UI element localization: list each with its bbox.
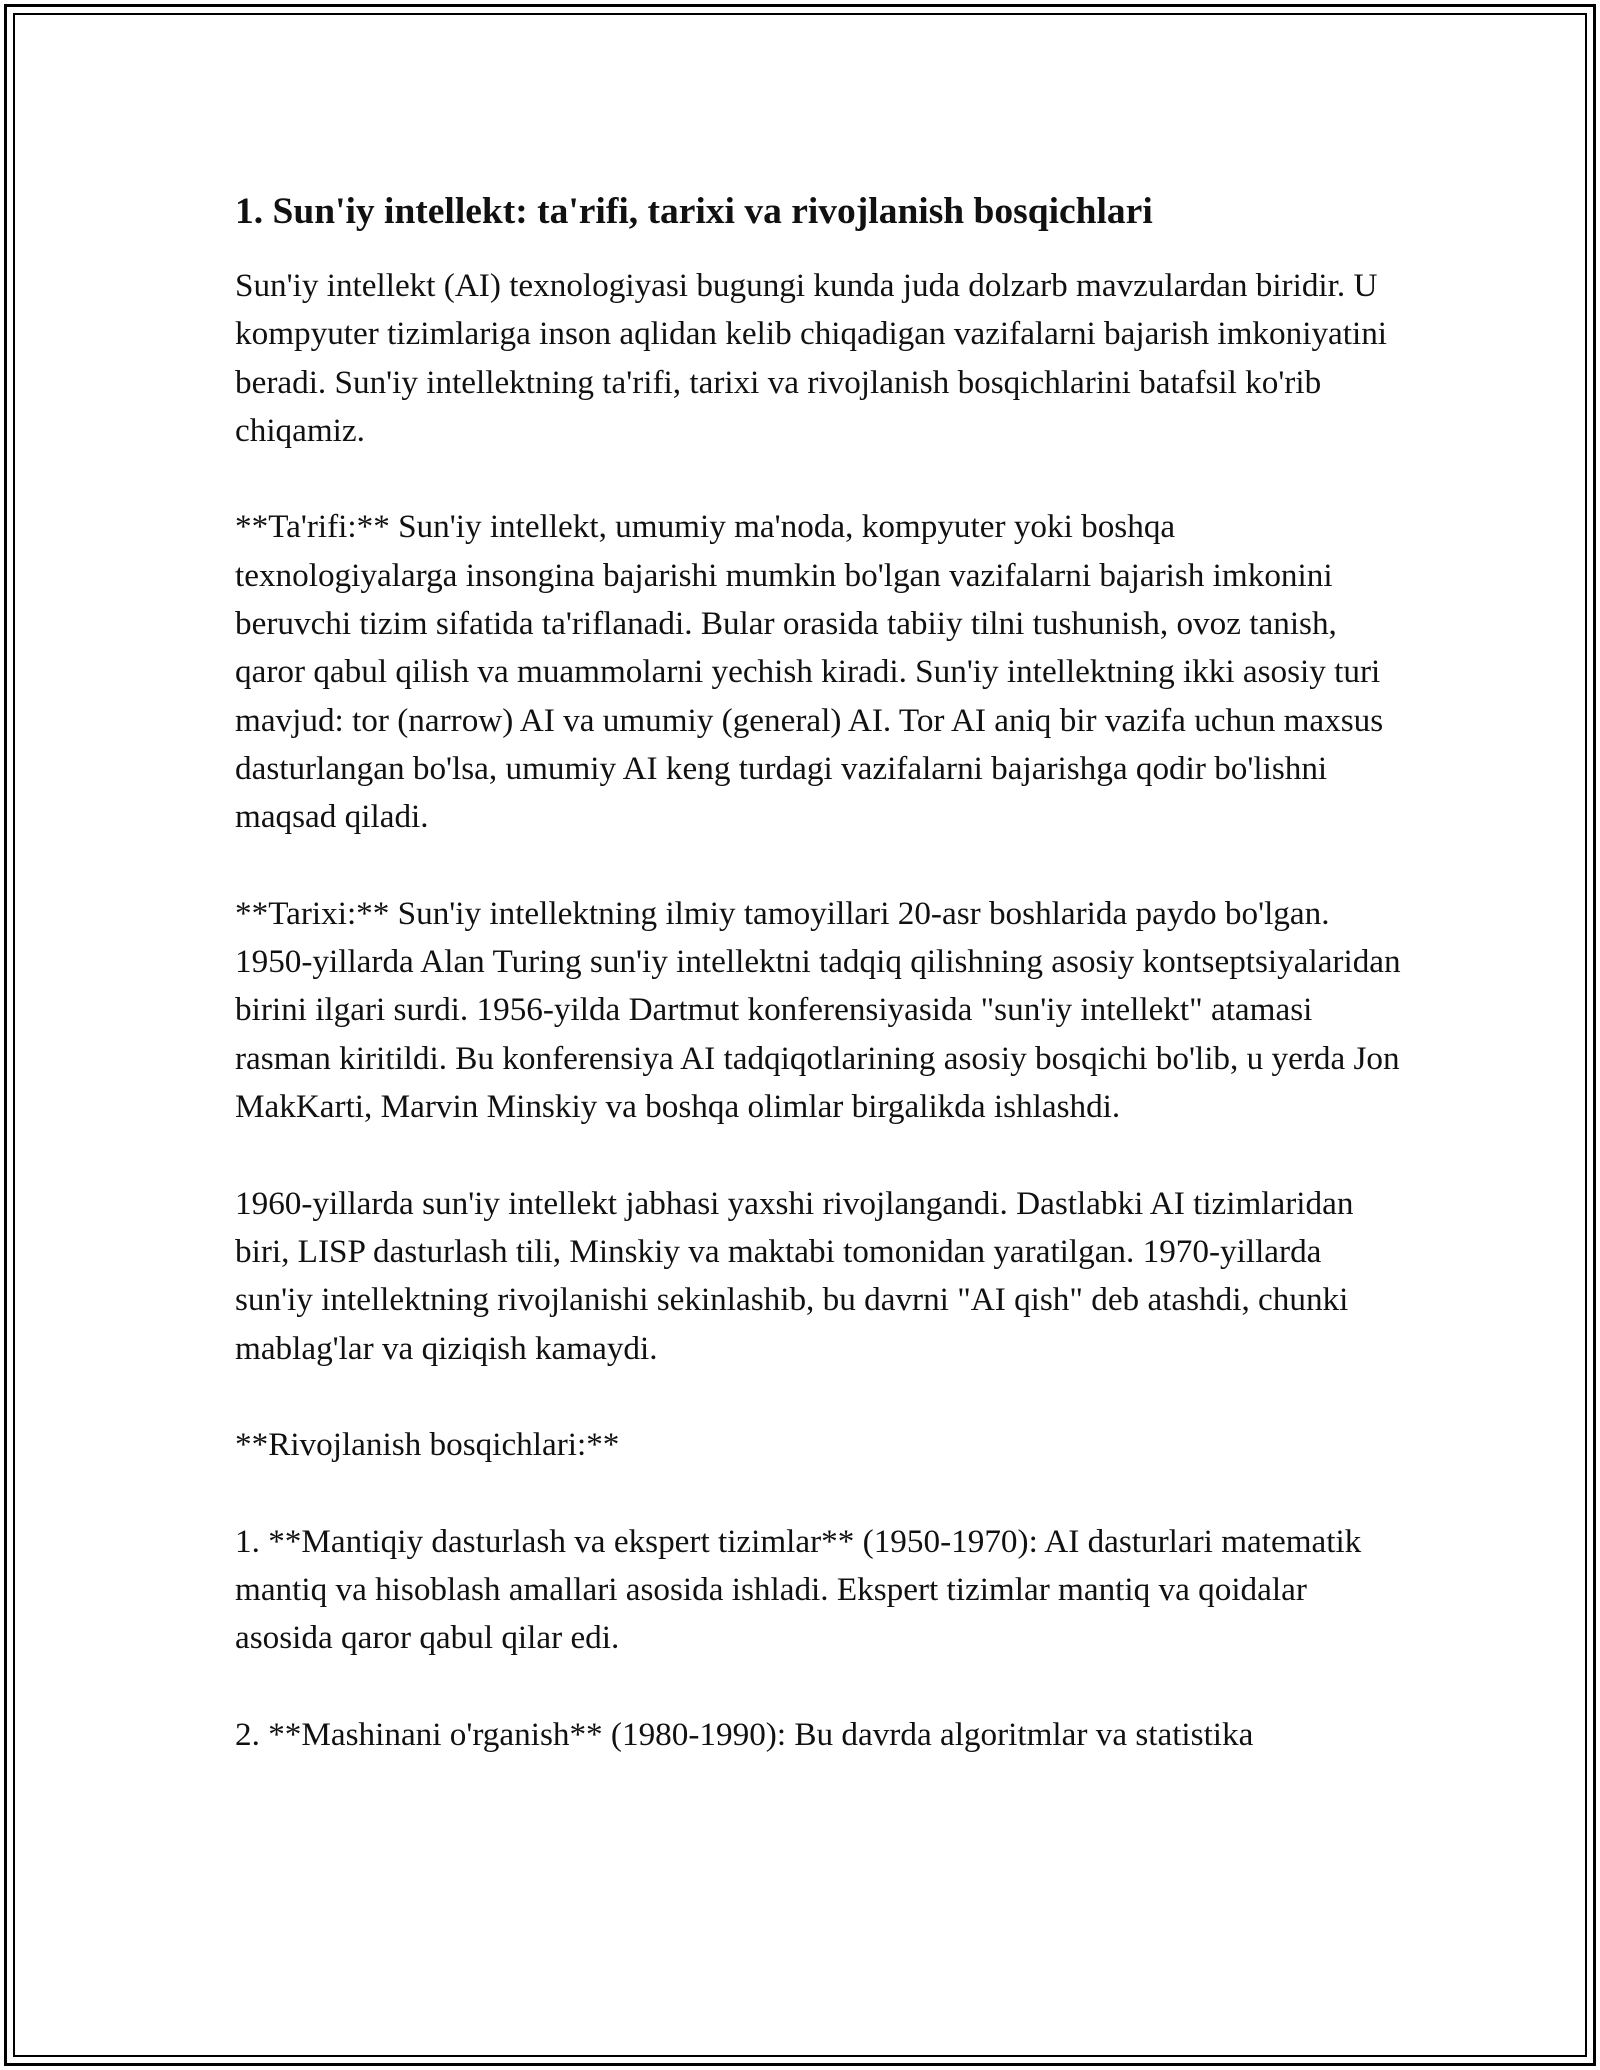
history-paragraph: **Tarixi:** Sun'iy intellektning ilmiy tamoyillari 20-asr boshlarida paydo bo'lgan. 1950-yillarda Alan Turing sun'iy intellektni tadqiq qilishning asosiy kontseptsiyalaridan birini ilgari surdi. 1956-yilda Dartmut konferensiyasida "sun'iy intellekt" atamasi rasman kiritildi. Bu konferensiya AI tadqiqotlarining asosiy bosqichi bo'lib, u yerda Jon MakKarti, Marvin Minskiy va boshqa olimlar birgalikda ishlashdi. <box>235 894 1401 1126</box>
section-heading: 1. Sun'iy intellekt: ta'rifi, tarixi va rivojlanish bosqichlari <box>235 191 1153 232</box>
document-body <box>235 188 1405 1808</box>
history-continued-paragraph: 1960-yillarda sun'iy intellekt jabhasi yaxshi rivojlangandi. Dastlabki AI tizimlaridan biri, LISP dasturlash tili, Minskiy va maktabi tomonidan yaratilgan. 1970-yillarda sun'iy intellektning rivojlanishi sekinlashib, bu davrni "AI qish" deb atashdi, chunki mablag'lar va qiziqish kamaydi. <box>235 1184 1354 1367</box>
definition-paragraph: **Ta'rifi:** Sun'iy intellekt, umumiy ma'noda, kompyuter yoki boshqa texnologiyalarga insongina bajarishi mumkin bo'lgan vazifalarni bajarish imkonini beruvchi tizim sifatida ta'riflanadi. Bular orasida tabiiy tilni tushunish, ovoz tanish, qaror qabul qilish va muammolarni yechish kiradi. Sun'iy intellektning ikki asosiy turi mavjud: tor (narrow) AI va umumiy (general) AI. Tor AI aniq bir vazifa uchun maxsus dasturlangan bo'lsa, umumiy AI keng turdagi vazifalarni bajarishga qodir bo'lishni maqsad qiladi. <box>235 508 1384 836</box>
stage-1-paragraph: 1. **Mantiqiy dasturlash va ekspert tizimlar** (1950-1970): AI dasturlari matematik mantiq va hisoblash amallari asosida ishladi. Ekspert tizimlar mantiq va qoidalar asosida qaror qabul qilar edi. <box>235 1522 1362 1657</box>
intro-paragraph: Sun'iy intellekt (AI) texnologiyasi bugungi kunda juda dolzarb mavzulardan biridir. U kompyuter tizimlariga inson aqlidan kelib chiqadigan vazifalarni bajarish imkoniyatini beradi. Sun'iy intellektning ta'rifi, tarixi va rivojlanish bosqichlarini batafsil ko'rib chiqamiz. <box>235 267 1388 449</box>
stage-2-paragraph: 2. **Mashinani o'rganish** (1980-1990): Bu davrda algoritmlar va statistika <box>235 1715 1254 1753</box>
stages-heading-paragraph: **Rivojlanish bosqichlari:** <box>235 1426 620 1464</box>
